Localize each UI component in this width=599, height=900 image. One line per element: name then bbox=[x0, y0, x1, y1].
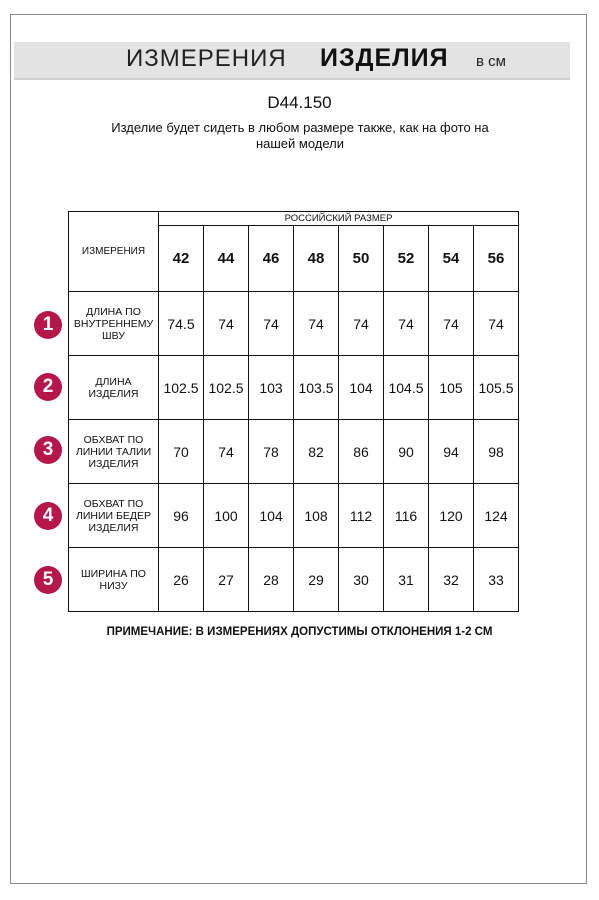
measurement-label-line: ШВУ bbox=[102, 329, 125, 342]
table-cell: 96 bbox=[159, 484, 204, 548]
measurement-label-line: ЛИНИИ ТАЛИИ bbox=[75, 445, 152, 458]
size-header-cell: 42 bbox=[159, 226, 204, 292]
table-cell: 82 bbox=[294, 420, 339, 484]
measurement-label-line: ИЗДЕЛИЯ bbox=[88, 521, 139, 534]
measure-header: ИЗМЕРЕНИЯ bbox=[69, 212, 159, 292]
measurement-label-line: ВНУТРЕННЕМУ bbox=[73, 317, 154, 330]
table-cell: 108 bbox=[294, 484, 339, 548]
table-cell: 74 bbox=[249, 292, 294, 356]
table-row bbox=[69, 484, 519, 548]
table-cell: 104.5 bbox=[384, 356, 429, 420]
table-row bbox=[69, 548, 519, 612]
table-cell: 74 bbox=[339, 292, 384, 356]
size-header-cell: 44 bbox=[204, 226, 249, 292]
row-number-badge: 3 bbox=[34, 436, 62, 464]
table-cell: 74 bbox=[384, 292, 429, 356]
fit-note-line: Изделие будет сидеть в любом размере также, как на фото на bbox=[111, 120, 489, 135]
size-header-cell: 52 bbox=[384, 226, 429, 292]
measurement-label bbox=[69, 356, 159, 420]
measurement-label-line: ДЛИНА bbox=[95, 375, 132, 388]
table-cell: 94 bbox=[429, 420, 474, 484]
row-number-badge: 5 bbox=[34, 566, 62, 594]
table-cell: 32 bbox=[429, 548, 474, 612]
row-number-badge: 4 bbox=[34, 502, 62, 530]
table-cell: 27 bbox=[204, 548, 249, 612]
table-cell: 86 bbox=[339, 420, 384, 484]
table-cell: 100 bbox=[204, 484, 249, 548]
table-cell: 120 bbox=[429, 484, 474, 548]
size-group-header: РОССИЙСКИЙ РАЗМЕР bbox=[159, 212, 519, 226]
table-cell: 70 bbox=[159, 420, 204, 484]
table-cell: 74.5 bbox=[159, 292, 204, 356]
table-cell: 105.5 bbox=[474, 356, 519, 420]
measurement-label-line: ДЛИНА ПО bbox=[86, 305, 141, 318]
table-cell: 74 bbox=[294, 292, 339, 356]
product-code: D44.150 bbox=[267, 93, 332, 112]
table-cell: 28 bbox=[249, 548, 294, 612]
measurement-label bbox=[69, 548, 159, 612]
title-unit: в см bbox=[476, 53, 506, 70]
table-cell: 116 bbox=[384, 484, 429, 548]
measurement-label-line: ОБХВАТ ПО bbox=[83, 433, 144, 446]
measurement-label-line: ОБХВАТ ПО bbox=[83, 497, 144, 510]
table-cell: 104 bbox=[339, 356, 384, 420]
table-cell: 112 bbox=[339, 484, 384, 548]
fit-note bbox=[80, 120, 520, 152]
table-cell: 26 bbox=[159, 548, 204, 612]
table-cell: 74 bbox=[204, 292, 249, 356]
size-header-cell: 50 bbox=[339, 226, 384, 292]
table-row bbox=[69, 292, 519, 356]
size-chart-table bbox=[68, 211, 519, 612]
table-cell: 98 bbox=[474, 420, 519, 484]
tolerance-footnote: ПРИМЕЧАНИЕ: В ИЗМЕРЕНИЯХ ДОПУСТИМЫ ОТКЛОНЕНИЯ 1-2 СМ bbox=[106, 626, 493, 638]
measurement-label-line: ЛИНИИ БЕДЕР bbox=[75, 509, 152, 522]
size-header-cell: 54 bbox=[429, 226, 474, 292]
measurement-label-line: ШИРИНА ПО bbox=[81, 567, 146, 580]
row-number-badge: 1 bbox=[34, 311, 62, 339]
table-cell: 30 bbox=[339, 548, 384, 612]
row-number-badge: 2 bbox=[34, 373, 62, 401]
title-measurements: ИЗМЕРЕНИЯ bbox=[126, 45, 287, 72]
table-cell: 105 bbox=[429, 356, 474, 420]
measurement-label-line: ИЗДЕЛИЯ bbox=[88, 457, 139, 470]
table-cell: 102.5 bbox=[204, 356, 249, 420]
table-cell: 74 bbox=[429, 292, 474, 356]
measurement-label-line: НИЗУ bbox=[99, 579, 128, 592]
size-header-cell: 48 bbox=[294, 226, 339, 292]
table-row bbox=[69, 420, 519, 484]
table-cell: 102.5 bbox=[159, 356, 204, 420]
table-cell: 74 bbox=[204, 420, 249, 484]
title-product: ИЗДЕЛИЯ bbox=[320, 44, 449, 72]
measurement-label-line: ИЗДЕЛИЯ bbox=[88, 387, 139, 400]
table-cell: 33 bbox=[474, 548, 519, 612]
fit-note-line: нашей модели bbox=[255, 136, 345, 151]
table-cell: 29 bbox=[294, 548, 339, 612]
size-header-cell: 46 bbox=[249, 226, 294, 292]
table-cell: 90 bbox=[384, 420, 429, 484]
table-cell: 74 bbox=[474, 292, 519, 356]
measurement-label bbox=[69, 484, 159, 548]
table-cell: 31 bbox=[384, 548, 429, 612]
table-cell: 78 bbox=[249, 420, 294, 484]
measurement-label bbox=[69, 292, 159, 356]
table-cell: 103 bbox=[249, 356, 294, 420]
table-cell: 104 bbox=[249, 484, 294, 548]
table-row bbox=[69, 356, 519, 420]
table-cell: 103.5 bbox=[294, 356, 339, 420]
size-header-cell: 56 bbox=[474, 226, 519, 292]
table-cell: 124 bbox=[474, 484, 519, 548]
measurement-label bbox=[69, 420, 159, 484]
